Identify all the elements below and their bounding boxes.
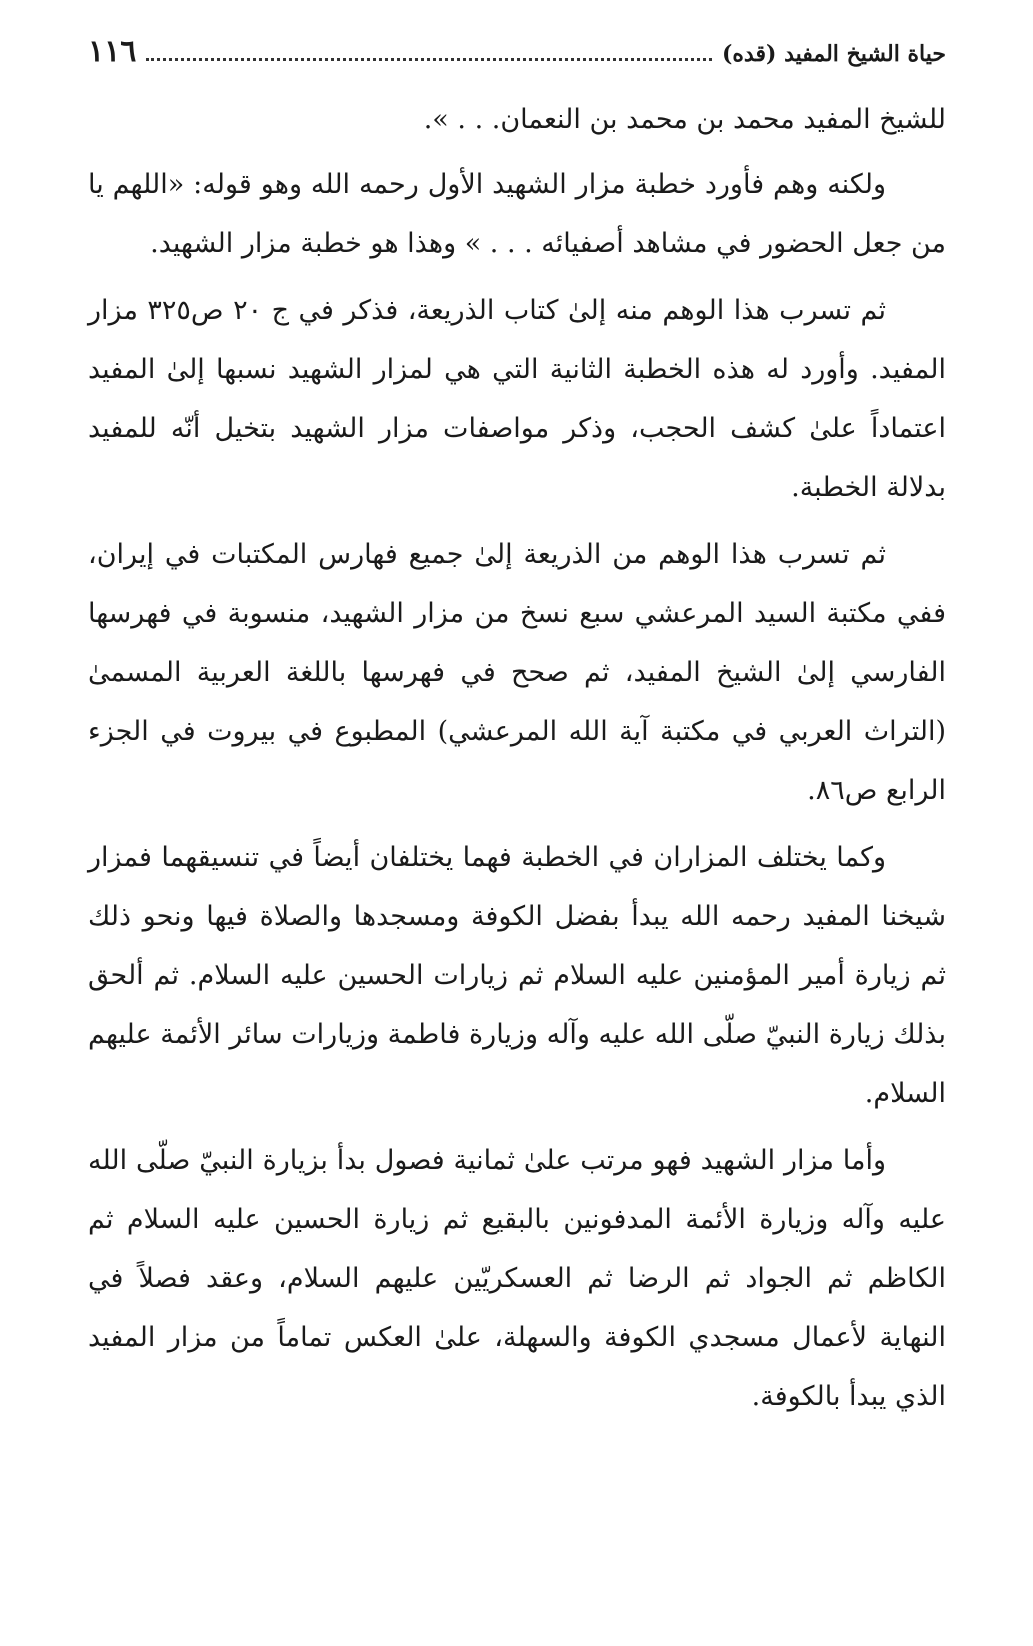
running-title: حياة الشيخ المفيد (قده) [722,41,946,67]
paragraph-6: وأما مزار الشهيد فهو مرتب علىٰ ثمانية فصول بدأ بزيارة النبيّ صلّى الله عليه وآله وزيارة الأئمة المدفونين بالبقيع ثم زيارة الحسين عليه السلام ثم الكاظم ثم الجواد ثم الرضا ثم العسكريّين عليهم السلام، وعقد فصلاً في النهاية لأعمال مسجدي الكوفة والسهلة، علىٰ العكس تماماً من مزار المفيد الذي يبدأ بالكوفة. [88,1145,946,1412]
paragraph-5: وكما يختلف المزاران في الخطبة فهما يختلفان أيضاً في تنسيقهما فمزار شيخنا المفيد رحمه الله يبدأ بفضل الكوفة ومسجدها والصلاة فيها ونحو ذلك ثم زيارة أمير المؤمنين عليه السلام ثم زيارات الحسين عليه السلام. ثم ألحق بذلك زيارة النبيّ صلّى الله عليه وآله وزيارة فاطمة وزيارات سائر الأئمة عليهم السلام. [88,842,946,1109]
header-leader-dots [146,42,712,61]
page-header [88,34,946,86]
running-header [722,41,946,67]
paragraph-3: ثم تسرب هذا الوهم منه إلىٰ كتاب الذريعة، فذكر في ج ٢٠ ص٣٢٥ مزار المفيد. وأورد له هذه الخطبة الثانية التي هي لمزار الشهيد نسبها إلىٰ المفيد اعتماداً علىٰ كشف الحجب، وذكر مواصفات مزار الشهيد بتخيل أنّه للمفيد بدلالة الخطبة. [88,295,946,503]
paragraph-1: للشيخ المفيد محمد بن محمد بن النعمان. . . ». [423,104,946,135]
body-text [88,90,946,1426]
page-number: ١١٦ [88,34,137,69]
paragraph-2: ولكنه وهم فأورد خطبة مزار الشهيد الأول رحمه الله وهو قوله: «اللهم يا من جعل الحضور في مشاهد أصفيائه . . . » وهذا هو خطبة مزار الشهيد. [88,169,946,259]
book-page [88,34,946,1432]
paragraph-4: ثم تسرب هذا الوهم من الذريعة إلىٰ جميع فهارس المكتبات في إيران، ففي مكتبة السيد المرعشي سبع نسخ من مزار الشهيد، منسوبة في فهرسها الفارسي إلىٰ الشيخ المفيد، ثم صحح في فهرسها باللغة العربية المسمىٰ (التراث العربي في مكتبة آية الله المرعشي) المطبوع في بيروت في الجزء الرابع ص٨٦. [88,539,946,806]
